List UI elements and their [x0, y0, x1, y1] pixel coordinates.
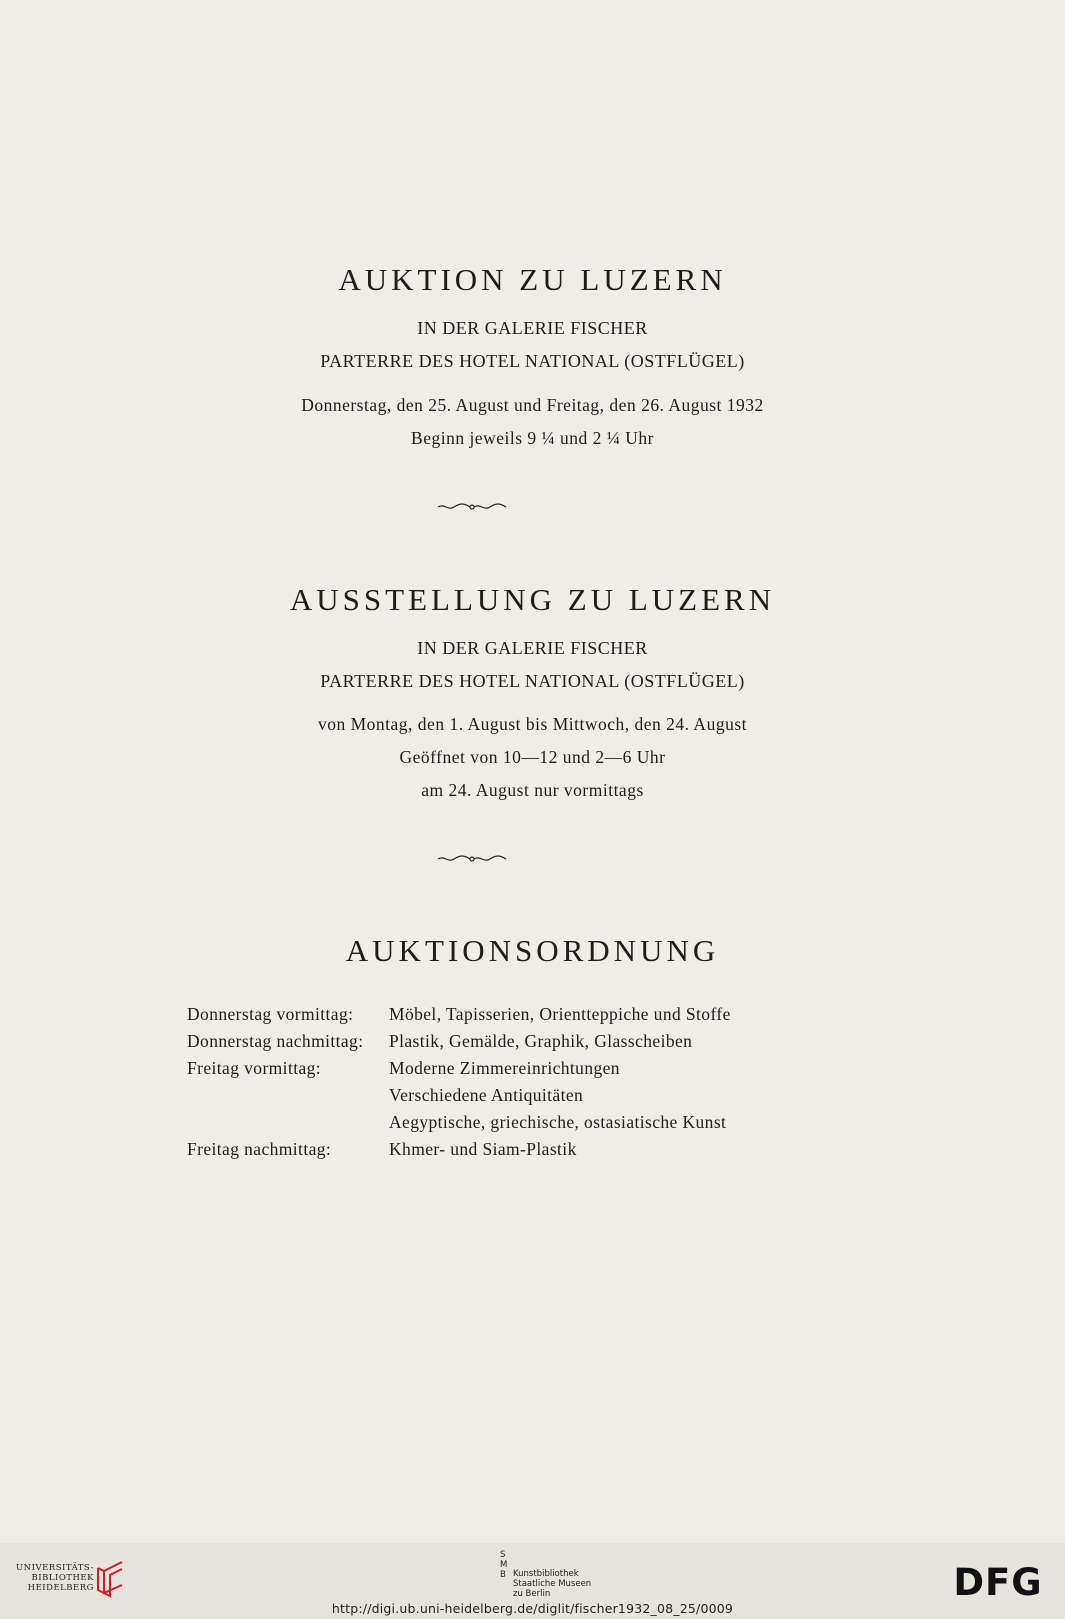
smb-line3: zu Berlin [513, 1589, 551, 1599]
schedule-day: Freitag vormittag: [187, 1058, 322, 1078]
schedule-item: Khmer- und Siam-Plastik [389, 1139, 577, 1159]
smb-line2: Staatliche Museen [513, 1579, 592, 1589]
schedule-day: Donnerstag vormittag: [187, 1004, 354, 1024]
library-line2: BIBLIOTHEK [31, 1573, 94, 1583]
exhibition-dates: von Montag, den 1. August bis Mittwoch, den 24. August [317, 714, 747, 734]
smb-mark-b: B [500, 1570, 507, 1580]
dfg-logo-text: DFG [953, 1564, 1043, 1600]
ub-heidelberg-logo-icon[interactable] [94, 1559, 128, 1599]
exhibition-title: AUSSTELLUNG ZU LUZERN [289, 582, 776, 617]
dfg-logo-icon[interactable] [948, 1564, 1048, 1600]
library-name[interactable] [16, 1563, 94, 1593]
exhibition-hours: Geöffnet von 10—12 und 2—6 Uhr [399, 747, 666, 767]
exhibition-note: am 24. August nur vormittags [421, 780, 644, 800]
library-line3: HEIDELBERG [27, 1583, 94, 1593]
schedule-item: Möbel, Tapisserien, Orientteppiche und Stoffe [389, 1004, 731, 1024]
schedule-item: Aegyptische, griechische, ostasiatische Kunst [389, 1112, 727, 1132]
smb-mark-s: S M [500, 1550, 509, 1570]
schedule-item: Verschiedene Antiquitäten [389, 1085, 584, 1105]
schedule-item: Plastik, Gemälde, Graphik, Glasscheiben [389, 1031, 693, 1051]
auction-title: AUKTION ZU LUZERN [338, 262, 727, 297]
auction-start-times: Beginn jeweils 9 ¼ und 2 ¼ Uhr [411, 428, 654, 448]
ornament-divider-icon [436, 502, 508, 512]
schedule-day: Freitag nachmittag: [187, 1139, 332, 1159]
auction-venue-line2: PARTERRE DES HOTEL NATIONAL (OSTFLÜGEL) [320, 351, 745, 371]
exhibition-venue-line2: PARTERRE DES HOTEL NATIONAL (OSTFLÜGEL) [320, 671, 745, 691]
smb-mark [500, 1551, 509, 1581]
viewer-footer [0, 1543, 1065, 1619]
auction-dates: Donnerstag, den 25. August und Freitag, den 26. August 1932 [301, 395, 764, 415]
schedule-day: Donnerstag nachmittag: [187, 1031, 364, 1051]
auction-venue-line1: IN DER GALERIE FISCHER [417, 318, 648, 338]
exhibition-venue-line1: IN DER GALERIE FISCHER [417, 638, 648, 658]
auction-order-title: AUKTIONSORDNUNG [345, 933, 720, 968]
library-line1: UNIVERSITÄTS- [16, 1563, 94, 1573]
page-url[interactable]: http://digi.ub.uni-heidelberg.de/diglit/fischer1932_08_25/0009 [331, 1601, 734, 1616]
schedule-item: Moderne Zimmereinrichtungen [389, 1058, 620, 1078]
smb-line1: Kunstbibliothek [513, 1569, 579, 1579]
ornament-divider-icon [436, 854, 508, 864]
